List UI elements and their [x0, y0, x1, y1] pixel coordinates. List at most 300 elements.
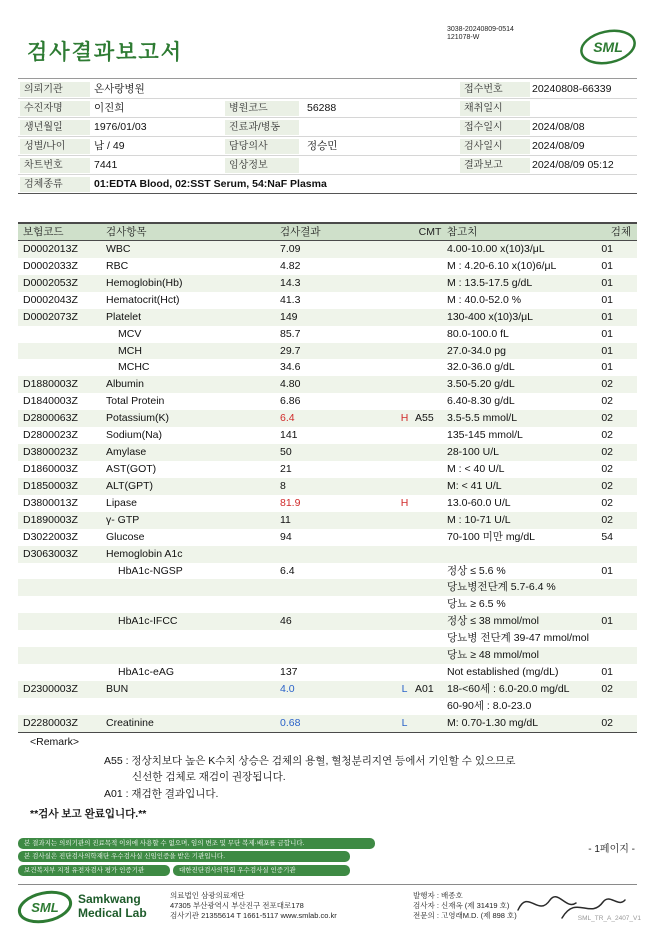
cell-name: Potassium(K): [106, 412, 170, 425]
cell-spec: 01: [601, 615, 613, 628]
cell-result: 81.9: [280, 496, 301, 509]
cell-cmt: [413, 647, 447, 664]
cell-ref: 6.40-8.30 g/dL: [447, 395, 515, 408]
cell-flag: [396, 258, 413, 275]
brand-name: [78, 892, 147, 920]
cell-code: D1860003Z: [23, 462, 78, 475]
cell-flag: [396, 647, 413, 664]
cell-code: D2280003Z: [23, 716, 78, 729]
cell-flag: H: [400, 412, 409, 425]
cell-code: [18, 613, 106, 630]
notice-banner-2: 본 검사실은 진단검사의학재단 우수검사실 신임인증을 받은 기관입니다.: [18, 851, 350, 862]
cell-spec: 02: [601, 446, 613, 459]
cell-flag: [396, 596, 413, 613]
cell-name: Lipase: [106, 496, 137, 509]
cell-result: 85.7: [280, 327, 301, 340]
header-specimen: 검체: [610, 226, 631, 238]
cell-cmt: [413, 359, 447, 376]
info-label-sex-age: 성별/나이: [20, 139, 90, 154]
info-label-doctor: 담당의사: [225, 139, 299, 154]
cell-cmt: [413, 326, 447, 343]
cell-flag: [396, 393, 413, 410]
cell-code: D0002033Z: [23, 259, 78, 272]
cell-name: ALT(GPT): [106, 479, 154, 492]
cell-name: [106, 647, 278, 664]
result-row: [18, 444, 637, 461]
cell-spec: 01: [601, 361, 613, 374]
cell-name: [106, 596, 278, 613]
cell-flag: L: [401, 682, 408, 695]
info-value-patient-name: 이진희: [94, 102, 125, 114]
serial-line1: 3038-20240809-0514: [447, 26, 514, 33]
cell-cmt: [413, 546, 447, 563]
cell-flag: [396, 292, 413, 309]
cell-code: D0002043Z: [23, 293, 78, 306]
cell-code: D0002073Z: [23, 310, 78, 323]
cell-code: [18, 596, 106, 613]
result-row: [18, 309, 637, 326]
cell-cmt: [413, 393, 447, 410]
result-row: [18, 546, 637, 563]
cell-name: HbA1c-IFCC: [118, 615, 178, 628]
info-label-institution: 의뢰기관: [20, 82, 90, 97]
cell-ref: 4.00-10.00 x(10)3/μL: [447, 243, 545, 255]
cell-ref: M : < 40 U/L: [447, 462, 505, 475]
result-row: [18, 613, 637, 630]
cell-result: 0.68: [280, 716, 301, 729]
info-value-hospital-code: 56288: [307, 102, 337, 114]
cell-name: HbA1c-NGSP: [118, 564, 183, 577]
cell-ref: 28-100 U/L: [447, 446, 499, 459]
cell-code: [18, 664, 106, 681]
cell-spec: 02: [601, 378, 613, 391]
cell-flag: [396, 376, 413, 393]
cell-name: Hemoglobin A1c: [106, 547, 183, 560]
cell-result: [278, 630, 396, 647]
cell-code: D1880003Z: [23, 378, 78, 391]
notice-banner-1: 본 결과지는 의뢰기관의 진료목적 이외에 사용할 수 없으며, 임의 변조 및 무단 복제·배포를 금합니다.: [18, 838, 375, 849]
cell-name: Amylase: [106, 446, 147, 459]
info-value-birthdate: 1976/01/03: [94, 121, 147, 133]
cell-cmt: A01: [415, 682, 434, 695]
result-row: [18, 563, 637, 580]
cell-ref: 당뇨 ≥ 6.5 %: [447, 598, 506, 611]
cell-result: 50: [280, 446, 292, 459]
cell-code: D2800063Z: [23, 412, 78, 425]
cell-code: [18, 326, 106, 343]
cell-result: 6.4: [280, 412, 295, 425]
cell-ref: 135-145 mmol/L: [447, 429, 523, 442]
cell-flag: [396, 427, 413, 444]
cell-code: D1890003Z: [23, 513, 78, 526]
cell-name: Creatinine: [106, 716, 154, 729]
remark-a01-line: A01 : 재검한 결과입니다.: [104, 788, 219, 800]
cell-spec: 02: [601, 412, 613, 425]
info-value-doctor: 정승민: [307, 140, 338, 152]
cell-name: AST(GOT): [106, 462, 157, 475]
cell-result: 21: [280, 462, 292, 475]
cell-result: 46: [280, 615, 292, 628]
organization-name: 의료법인 삼광의료재단: [170, 891, 245, 900]
cell-ref: M : 4.20-6.10 x(10)6/μL: [447, 259, 557, 272]
result-row: [18, 512, 637, 529]
cell-name: Sodium(Na): [106, 429, 163, 442]
cell-code: [18, 359, 106, 376]
cell-flag: [396, 343, 413, 360]
cell-flag: [396, 664, 413, 681]
result-row: [18, 596, 637, 613]
cell-result: 29.7: [280, 344, 301, 357]
cell-name: RBC: [106, 259, 129, 272]
report-complete-text: **검사 보고 완료입니다.**: [30, 808, 147, 820]
cell-name: [106, 630, 278, 647]
info-value-test-date: 2024/08/09: [532, 140, 585, 152]
info-label-collection-time: 채취일시: [460, 101, 530, 116]
cell-spec: 01: [601, 310, 613, 323]
cell-spec: 01: [601, 243, 613, 255]
info-row-3: [18, 118, 637, 137]
cell-cmt: [413, 664, 447, 681]
cell-result: 6.86: [280, 395, 301, 408]
info-value-institution: 온사랑병원: [94, 83, 145, 95]
cell-result: [278, 596, 396, 613]
cell-spec: [590, 647, 637, 664]
result-row: [18, 241, 637, 258]
info-label-receipt-time: 접수일시: [460, 120, 530, 135]
info-label-report-time: 결과보고: [460, 158, 530, 173]
remark-header: <Remark>: [30, 736, 80, 748]
cell-flag: [396, 613, 413, 630]
brand-line2: Medical Lab: [78, 906, 147, 920]
cell-spec: 01: [601, 276, 613, 289]
cell-flag: [396, 326, 413, 343]
cell-flag: [396, 563, 413, 580]
result-row: [18, 698, 637, 715]
result-row: [18, 292, 637, 309]
cell-flag: [396, 241, 413, 258]
result-row: [18, 647, 637, 664]
info-label-hospital-code: 병원코드: [225, 101, 299, 116]
organization-address: 47305 부산광역시 부산진구 전포대로178: [170, 901, 304, 910]
info-row-5: [18, 156, 637, 175]
cell-ref: 60-90세 : 8.0-23.0: [447, 699, 532, 712]
cell-flag: [396, 275, 413, 292]
result-row: [18, 478, 637, 495]
header-reference: 참고치: [447, 226, 478, 238]
cell-code: D0002013Z: [23, 243, 78, 255]
cell-flag: [396, 444, 413, 461]
cell-ref: 당뇨병 전단계 39-47 mmol/mol: [447, 632, 589, 645]
cell-code: [18, 698, 106, 715]
cell-cmt: [413, 579, 447, 596]
info-label-receipt-no: 접수번호: [460, 82, 530, 97]
result-row: [18, 359, 637, 376]
remark-a55-line1: A55 : 정상치보다 높은 K수치 상승은 검체의 용혈, 혈청분리지연 등에서 기인할 수 있으므로: [104, 755, 516, 767]
info-row-4: [18, 137, 637, 156]
result-row: [18, 630, 637, 647]
cell-code: D0002053Z: [23, 276, 78, 289]
cell-cmt: [413, 715, 447, 732]
result-row: [18, 715, 637, 732]
cell-cmt: [413, 478, 447, 495]
cell-spec: 01: [601, 344, 613, 357]
issuer-name: 발행자 : 배종호: [413, 891, 463, 900]
cell-name: MCHC: [118, 361, 150, 374]
cell-result: [278, 579, 396, 596]
cell-ref: 3.5-5.5 mmol/L: [447, 412, 518, 425]
cell-cmt: [413, 529, 447, 546]
cell-spec: 02: [601, 462, 613, 475]
cell-name: BUN: [106, 682, 129, 695]
info-value-chart-no: 7441: [94, 159, 118, 171]
info-row-1: [18, 80, 637, 99]
results-header: [18, 222, 637, 241]
cell-spec: 02: [601, 395, 613, 408]
cell-result: 8: [280, 479, 286, 492]
cell-spec: 02: [601, 429, 613, 442]
cell-cmt: [413, 258, 447, 275]
cell-flag: [396, 512, 413, 529]
result-row: [18, 529, 637, 546]
cell-name: γ- GTP: [106, 513, 140, 526]
cell-cmt: [413, 444, 447, 461]
cell-flag: [396, 529, 413, 546]
cell-name: Platelet: [106, 310, 142, 323]
cell-spec: [590, 596, 637, 613]
cell-result: [278, 546, 396, 563]
cell-ref: M : 40.0-52.0 %: [447, 293, 522, 306]
cell-code: [18, 579, 106, 596]
cell-cmt: [413, 630, 447, 647]
cell-result: 41.3: [280, 293, 301, 306]
svg-text:SML: SML: [593, 39, 623, 55]
result-row: [18, 326, 637, 343]
cell-cmt: [413, 461, 447, 478]
cell-cmt: [413, 495, 447, 512]
cell-ref: 정상 ≤ 5.6 %: [447, 564, 506, 577]
result-row: [18, 275, 637, 292]
cell-name: HbA1c-eAG: [118, 666, 175, 679]
svg-text:SML: SML: [31, 900, 59, 915]
cell-result: 4.80: [280, 378, 301, 391]
cell-ref: 32.0-36.0 g/dL: [447, 361, 515, 374]
cell-code: D3800013Z: [23, 496, 78, 509]
cell-result: 4.0: [280, 682, 295, 695]
header-result: 검사결과: [280, 226, 321, 238]
info-value-receipt-time: 2024/08/08: [532, 121, 585, 133]
sml-logo-icon: [578, 27, 638, 67]
results-body: [18, 241, 637, 733]
cell-name: WBC: [106, 243, 131, 255]
cell-name: Total Protein: [106, 395, 165, 408]
cell-spec: 01: [601, 564, 613, 577]
header-flag: [396, 224, 413, 240]
header-insurance-code: 보험코드: [23, 226, 64, 238]
cell-result: 149: [280, 310, 298, 323]
cell-result: 137: [280, 666, 298, 679]
cell-name: MCH: [118, 344, 142, 357]
header-test-name: 검사항목: [106, 226, 147, 238]
specialist-name: 전문의 : 고영래M.D. (제 898 호): [413, 911, 517, 920]
cell-flag: [396, 579, 413, 596]
signers-block: [413, 891, 517, 921]
cell-spec: 01: [601, 293, 613, 306]
info-value-sex-age: 남 / 49: [94, 140, 125, 152]
result-row: [18, 461, 637, 478]
brand-line1: Samkwang: [78, 892, 141, 906]
notice-banner-4: 대한진단검사의학회 우수검사실 인증기관: [173, 865, 350, 876]
cell-code: D3022003Z: [23, 530, 78, 543]
cell-flag: H: [400, 496, 409, 509]
cell-result: 34.6: [280, 361, 301, 374]
cell-cmt: [413, 613, 447, 630]
cell-ref: 27.0-34.0 pg: [447, 344, 506, 357]
cell-result: 11: [280, 513, 291, 526]
info-value-report-time: 2024/08/09 05:12: [532, 159, 614, 171]
cell-name: [106, 698, 278, 715]
info-label-test-date: 검사일시: [460, 139, 530, 154]
cell-cmt: A55: [415, 412, 434, 425]
cell-ref: 70-100 미만 mg/dL: [447, 530, 535, 543]
cell-name: Hematocrit(Hct): [106, 293, 180, 306]
cell-cmt: [413, 343, 447, 360]
cell-spec: 02: [601, 496, 613, 509]
cell-ref: M: < 41 U/L: [447, 479, 502, 492]
cell-code: D1840003Z: [23, 395, 78, 408]
cell-flag: [396, 359, 413, 376]
sml-footer-logo-icon: [16, 889, 74, 925]
info-label-specimen-type: 검체종류: [20, 177, 90, 192]
cell-code: [18, 647, 106, 664]
cell-name: Albumin: [106, 378, 144, 391]
cell-code: [18, 343, 106, 360]
cell-code: [18, 630, 106, 647]
page-number: - 1페이지 -: [588, 844, 635, 855]
cell-cmt: [413, 241, 447, 258]
cell-ref: M: 0.70-1.30 mg/dL: [447, 716, 539, 729]
result-row: [18, 495, 637, 512]
cell-result: 141: [280, 429, 298, 442]
cell-spec: 54: [601, 530, 613, 543]
info-label-chart-no: 차트번호: [20, 158, 90, 173]
cell-ref: 당뇨병전단계 5.7-6.4 %: [447, 581, 556, 594]
cell-ref: 130-400 x(10)3/μL: [447, 310, 534, 323]
cell-result: 4.82: [280, 259, 301, 272]
document-serial: [447, 26, 514, 42]
cell-spec: [590, 579, 637, 596]
info-label-clinical-info: 임상정보: [225, 158, 299, 173]
sml-logo: [578, 27, 638, 72]
serial-line2: 121078-W: [447, 34, 480, 41]
cell-result: 14.3: [280, 276, 301, 289]
cell-name: MCV: [118, 327, 142, 340]
remark-a55-line2: 신선한 검체로 재검이 권장됩니다.: [132, 771, 286, 783]
cell-cmt: [413, 563, 447, 580]
cell-spec: 01: [601, 327, 613, 340]
cell-ref: M : 13.5-17.5 g/dL: [447, 276, 533, 289]
cell-code: D3063003Z: [23, 547, 78, 560]
result-row: [18, 427, 637, 444]
header-divider: [18, 78, 637, 79]
examiner-name: 검사자 : 신재옥 (제 31419 호): [413, 901, 510, 910]
cell-name: Glucose: [106, 530, 145, 543]
result-row: [18, 681, 637, 698]
cell-ref: 18-<60세 : 6.0-20.0 mg/dL: [447, 682, 570, 695]
cell-cmt: [413, 698, 447, 715]
result-row: [18, 258, 637, 275]
cell-result: 94: [280, 530, 292, 543]
cell-spec: 02: [601, 513, 613, 526]
cell-spec: 01: [601, 259, 613, 272]
info-row-2: [18, 99, 637, 118]
organization-block: [170, 891, 337, 921]
form-code: SML_TR_A_2407_V1: [577, 915, 641, 922]
cell-code: D3800023Z: [23, 446, 78, 459]
notice-banner-3: 보건복지부 지정 유전자검사 평가 인증기관: [18, 865, 170, 876]
info-value-receipt-no: 20240808-66339: [532, 83, 612, 95]
sml-footer-logo: [16, 889, 74, 925]
cell-ref: 13.0-60.0 U/L: [447, 496, 511, 509]
info-row-6: [18, 175, 637, 194]
cell-cmt: [413, 596, 447, 613]
result-row: [18, 664, 637, 681]
cell-name: Hemoglobin(Hb): [106, 276, 183, 289]
cell-code: D1850003Z: [23, 479, 78, 492]
cell-code: D2300003Z: [23, 682, 78, 695]
cell-flag: [396, 309, 413, 326]
cell-cmt: [413, 512, 447, 529]
cell-cmt: [413, 292, 447, 309]
result-row: [18, 393, 637, 410]
cell-flag: [396, 478, 413, 495]
cell-spec: 02: [601, 716, 613, 729]
cell-cmt: [413, 376, 447, 393]
cell-ref: Not established (mg/dL): [447, 666, 559, 679]
cell-spec: [590, 630, 637, 647]
cell-ref: 당뇨 ≥ 48 mmol/mol: [447, 649, 539, 662]
cell-result: [278, 698, 396, 715]
cell-code: D2800023Z: [23, 429, 78, 442]
cell-spec: [590, 546, 637, 563]
cell-name: [106, 579, 278, 596]
cell-spec: 01: [601, 666, 613, 679]
result-row: [18, 376, 637, 393]
cell-flag: [396, 546, 413, 563]
result-row: [18, 343, 637, 360]
info-label-department: 진료과/병동: [225, 120, 299, 135]
info-label-patient-name: 수진자명: [20, 101, 90, 116]
cell-spec: 02: [601, 479, 613, 492]
cell-ref: 80.0-100.0 fL: [447, 327, 509, 340]
cell-ref: 3.50-5.20 g/dL: [447, 378, 515, 391]
result-row: [18, 579, 637, 596]
cell-cmt: [413, 309, 447, 326]
cell-code: [18, 563, 106, 580]
cell-cmt: [413, 275, 447, 292]
result-row: [18, 410, 637, 427]
cell-spec: [590, 698, 637, 715]
cell-result: 6.4: [280, 564, 295, 577]
info-value-specimen-type: 01:EDTA Blood, 02:SST Serum, 54:NaF Plasma: [94, 178, 327, 190]
cell-flag: [396, 630, 413, 647]
cell-ref: [447, 546, 590, 563]
page-title: 검사결과보고서: [27, 41, 184, 64]
organization-contact: 검사기관 21355614 T 1661-5117 www.smlab.co.kr: [170, 911, 337, 920]
cell-result: 7.09: [280, 243, 301, 255]
cell-spec: 02: [601, 682, 613, 695]
cell-flag: [396, 461, 413, 478]
cell-flag: L: [401, 716, 408, 729]
